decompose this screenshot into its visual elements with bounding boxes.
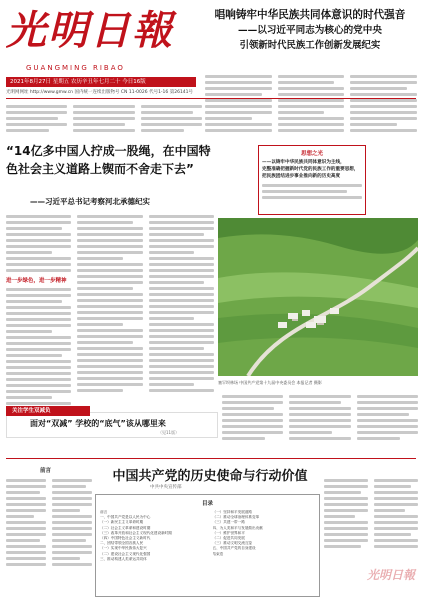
photo-caption: 塞罕坝林场 中国共产党第十九届中央委员会 本报记者 摄影 [218,380,322,385]
toc-item: （一）实现中华民族伟大复兴 [100,546,147,551]
main-story-headline: “14亿多中国人拧成一股绳，在中国特色社会主义道路上锲而不舍走下去” [6,144,211,176]
aerial-landscape-photo [218,218,418,376]
right-bottom-columns [222,392,418,443]
feature-label: 关注学生双减负 [6,406,90,416]
intro-text-columns [6,102,202,135]
feature-page-ref: （见11版） [158,430,180,435]
main-story-body [6,212,214,408]
masthead-watermark: 光明日報 [366,568,415,582]
highlight-box-line: 完整准确把握新时代党的民族工作的重要思想， [262,167,359,172]
toc-item: （二）推动全球治理体系变革 [212,515,260,520]
dateline-bar: 2021年8月27日 星期五 农历辛丑年七月二十 今日16版 [6,77,196,87]
text-column [222,392,283,443]
toc-item: 四、为人类和平与发展做出贡献 [212,525,263,530]
toc-item: 五、中国共产党的自身建设 [212,546,256,551]
main-story-subtitle: ——习近平总书记考察河北承德纪实 [30,197,150,206]
text-column [6,102,67,135]
toc-item: （三）改革开放和社会主义现代化建设新时期 [100,530,172,535]
toc-item: 结束语 [212,551,224,556]
text-column [357,392,418,443]
top-story-subhead-1: ——以习近平同志为核心的党中央 [238,25,382,36]
toc-title: 目录 [201,501,213,507]
toc-item: 一、中国共产党是以人民为中心 [100,515,151,520]
top-story-highlight-box [258,145,366,215]
toc-item: （二）促进共同发展 [212,536,245,541]
text-column [374,476,418,551]
masthead-pinyin: GUANGMING RIBAO [26,64,125,72]
newspaper-masthead: 光明日報 [6,7,174,54]
text-column [77,212,142,408]
preface-title: 前言 [40,468,52,474]
top-story-subhead-2: 引领新时代民族工作创新发展纪实 [239,40,381,51]
toc-item: （四）中国特色社会主义新时代 [100,536,151,541]
preface-columns [6,476,92,569]
toc-left-column [100,510,203,562]
bottom-story-author: 中共中央宣传部 [150,485,182,490]
highlight-box-text [262,159,362,180]
top-story-headline-block [203,8,417,53]
toc-item: 前言 [100,510,108,514]
text-column [278,72,345,135]
toc-item: （三）推动文明交流互鉴 [212,541,253,546]
text-column [6,476,46,569]
text-column [6,212,71,408]
toc-item: （一）新民主主义革命时期 [100,520,144,525]
top-story-headline: 唱响铸牢中华民族共同体意识的时代强音 [214,9,406,21]
toc-item: （三）共建一带一路 [212,520,245,525]
text-column [289,392,350,443]
bottom-right-columns [324,476,418,551]
text-column [205,72,272,135]
highlight-box-line: ——以铸牢中华民族共同体意识为主线， [262,160,345,165]
highlight-box-line: 把民族团结进步事业推向新的历史高度 [262,174,341,179]
text-column [141,102,202,135]
text-column [350,72,417,135]
bottom-story-headline: 中国共产党的历史使命与行动价值 [112,469,308,484]
bottom-section-divider [6,458,416,459]
highlight-box-title: 思想之光 [300,151,323,157]
toc-right-column [213,510,316,562]
table-of-contents [95,494,320,597]
text-column [149,212,214,408]
feature-headline: 面对“双减” 学校的“底气”该从哪里来 [30,419,166,428]
landscape-illustration [218,218,418,376]
text-column [52,476,92,569]
main-story-section-title: 进一步绿色，进一步精神 [6,278,67,284]
toc-item: （二）社会主义革命和建设时期 [100,525,151,530]
toc-item: 二、团结带领全国各族人民 [100,541,144,546]
toc-item: （一）维护世界和平 [212,530,245,535]
toc-item: （一）坚持和平发展道路 [212,510,253,514]
toc-item: 三、推动构建人类命运共同体 [100,556,147,561]
text-column [324,476,368,551]
toc-item: （二）建设社会主义现代化强国 [100,551,151,556]
top-story-body [205,72,417,135]
text-column [73,102,134,135]
publication-info: 光明网网址 http://www.gmw.cn 国内统一连续出版物号 CN 11-0026 代号1-16 第26141号 [6,90,194,95]
